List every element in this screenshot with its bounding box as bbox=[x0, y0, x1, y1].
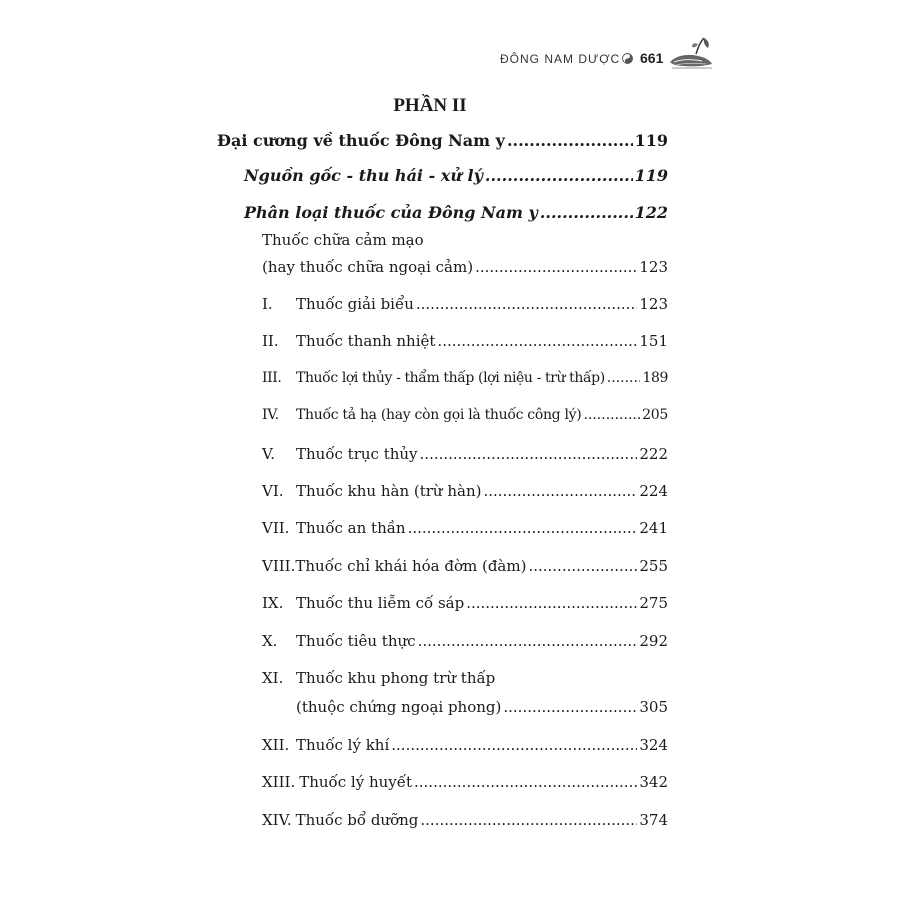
dot-leader bbox=[503, 698, 637, 716]
toc-item bbox=[262, 632, 668, 650]
toc-item-page: 189 bbox=[642, 370, 668, 386]
book-title: ĐÔNG NAM DƯỢC bbox=[500, 52, 621, 66]
toc-item-page: 292 bbox=[639, 632, 668, 650]
toc-item-title-line1: Thuốc khu phong trừ thấp bbox=[296, 669, 496, 687]
dot-leader bbox=[607, 370, 641, 386]
toc-item bbox=[262, 736, 668, 754]
dot-leader bbox=[583, 407, 640, 423]
toc-item-page: 255 bbox=[639, 557, 668, 575]
toc-entry-page: 119 bbox=[634, 166, 668, 185]
toc-item-number: X. bbox=[262, 632, 278, 650]
toc-item bbox=[262, 811, 668, 829]
toc-item-page: 224 bbox=[639, 482, 668, 500]
toc-entry bbox=[262, 258, 668, 276]
toc-item-page: 275 bbox=[639, 594, 668, 612]
toc-item bbox=[262, 295, 668, 313]
toc-item-title: Thuốc giải biểu bbox=[296, 295, 414, 313]
toc-entry-title-line2: (hay thuốc chữa ngoại cảm) bbox=[262, 258, 474, 276]
toc-item-title: Thuốc thanh nhiệt bbox=[296, 332, 436, 350]
toc-item bbox=[262, 557, 668, 575]
toc-item-title: Thuốc tả hạ (hay còn gọi là thuốc công lý) bbox=[296, 407, 582, 423]
dot-leader bbox=[420, 445, 638, 463]
toc-entry-title: Nguồn gốc - thu hái - xử lý bbox=[244, 166, 483, 185]
dot-leader bbox=[528, 557, 637, 575]
toc-item-number: XIV. bbox=[262, 811, 292, 829]
dot-leader bbox=[416, 295, 637, 313]
toc-entry-title-line1: Thuốc chữa cảm mạo bbox=[262, 231, 424, 249]
dot-leader bbox=[420, 811, 637, 829]
toc-item-number: V. bbox=[262, 445, 275, 463]
toc-item-page: 342 bbox=[639, 773, 668, 791]
toc-item-title: Thuốc lý huyết bbox=[299, 773, 412, 791]
yin-yang-icon bbox=[622, 53, 633, 64]
dot-leader bbox=[466, 594, 637, 612]
toc-item-title: Thuốc bổ dưỡng bbox=[295, 811, 419, 829]
toc-item-title: Thuốc trục thủy bbox=[296, 445, 418, 463]
toc-item-page: 123 bbox=[639, 295, 668, 313]
toc-entry-page: 123 bbox=[639, 258, 668, 276]
toc-entry-page: 119 bbox=[634, 131, 668, 150]
toc-item-page: 241 bbox=[639, 519, 668, 537]
dot-leader bbox=[391, 736, 637, 754]
dot-leader bbox=[485, 166, 633, 185]
page-number: 661 bbox=[640, 50, 664, 66]
toc-item bbox=[262, 445, 668, 463]
toc-item-title: Thuốc chỉ khái hóa đờm (đàm) bbox=[295, 557, 527, 575]
toc-item-page: 305 bbox=[639, 698, 668, 716]
running-header bbox=[500, 50, 720, 72]
toc-item-title-line2: (thuộc chứng ngoại phong) bbox=[296, 698, 502, 716]
toc-entry bbox=[244, 166, 668, 185]
toc-item bbox=[262, 482, 668, 500]
toc-item-number: III. bbox=[262, 370, 282, 386]
toc-item bbox=[262, 519, 668, 537]
toc-item bbox=[262, 594, 668, 612]
toc-item bbox=[262, 370, 668, 386]
dot-leader bbox=[507, 131, 633, 150]
toc-item-number: IX. bbox=[262, 594, 284, 612]
dot-leader bbox=[418, 632, 638, 650]
herb-icon bbox=[668, 36, 714, 72]
toc-item-number: VI. bbox=[262, 482, 284, 500]
toc-item bbox=[262, 773, 668, 791]
toc-item-title: Thuốc lý khí bbox=[296, 736, 390, 754]
dot-leader bbox=[414, 773, 637, 791]
toc-item bbox=[262, 407, 668, 423]
toc-entry-page: 122 bbox=[634, 203, 668, 222]
dot-leader bbox=[408, 519, 638, 537]
toc-item-page: 205 bbox=[642, 407, 668, 423]
toc-item-page: 222 bbox=[639, 445, 668, 463]
toc-item-number: IV. bbox=[262, 407, 279, 423]
toc-item-continuation bbox=[296, 698, 668, 716]
toc-item-number: VII. bbox=[262, 519, 290, 537]
section-title: PHẦN II bbox=[393, 95, 467, 116]
toc-item-title: Thuốc thu liễm cố sáp bbox=[296, 594, 465, 612]
toc-entry bbox=[244, 203, 668, 222]
toc-item-number: VIII. bbox=[262, 557, 296, 575]
toc-item-number: XII. bbox=[262, 736, 290, 754]
toc-item-title: Thuốc lợi thủy - thẩm thấp (lợi niệu - trừ thấp) bbox=[296, 370, 605, 386]
dot-leader bbox=[540, 203, 633, 222]
toc-item-number: I. bbox=[262, 295, 273, 313]
toc-item-number: II. bbox=[262, 332, 279, 350]
toc-item bbox=[262, 332, 668, 350]
toc-item-page: 151 bbox=[639, 332, 668, 350]
toc-item-title: Thuốc khu hàn (trừ hàn) bbox=[296, 482, 482, 500]
toc-item-page: 374 bbox=[639, 811, 668, 829]
dot-leader bbox=[483, 482, 637, 500]
toc-item-number: XIII. bbox=[262, 773, 296, 791]
toc-item bbox=[262, 669, 495, 687]
toc-item-title: Thuốc tiêu thực bbox=[296, 632, 416, 650]
toc-entry-title: Đại cương về thuốc Đông Nam y bbox=[217, 131, 505, 150]
dot-leader bbox=[475, 258, 637, 276]
toc-entry bbox=[217, 131, 668, 150]
toc-entry-title: Phân loại thuốc của Đông Nam y bbox=[244, 203, 538, 222]
toc-item-page: 324 bbox=[639, 736, 668, 754]
toc-item-number: XI. bbox=[262, 669, 284, 687]
toc-item-title: Thuốc an thần bbox=[296, 519, 406, 537]
dot-leader bbox=[437, 332, 637, 350]
